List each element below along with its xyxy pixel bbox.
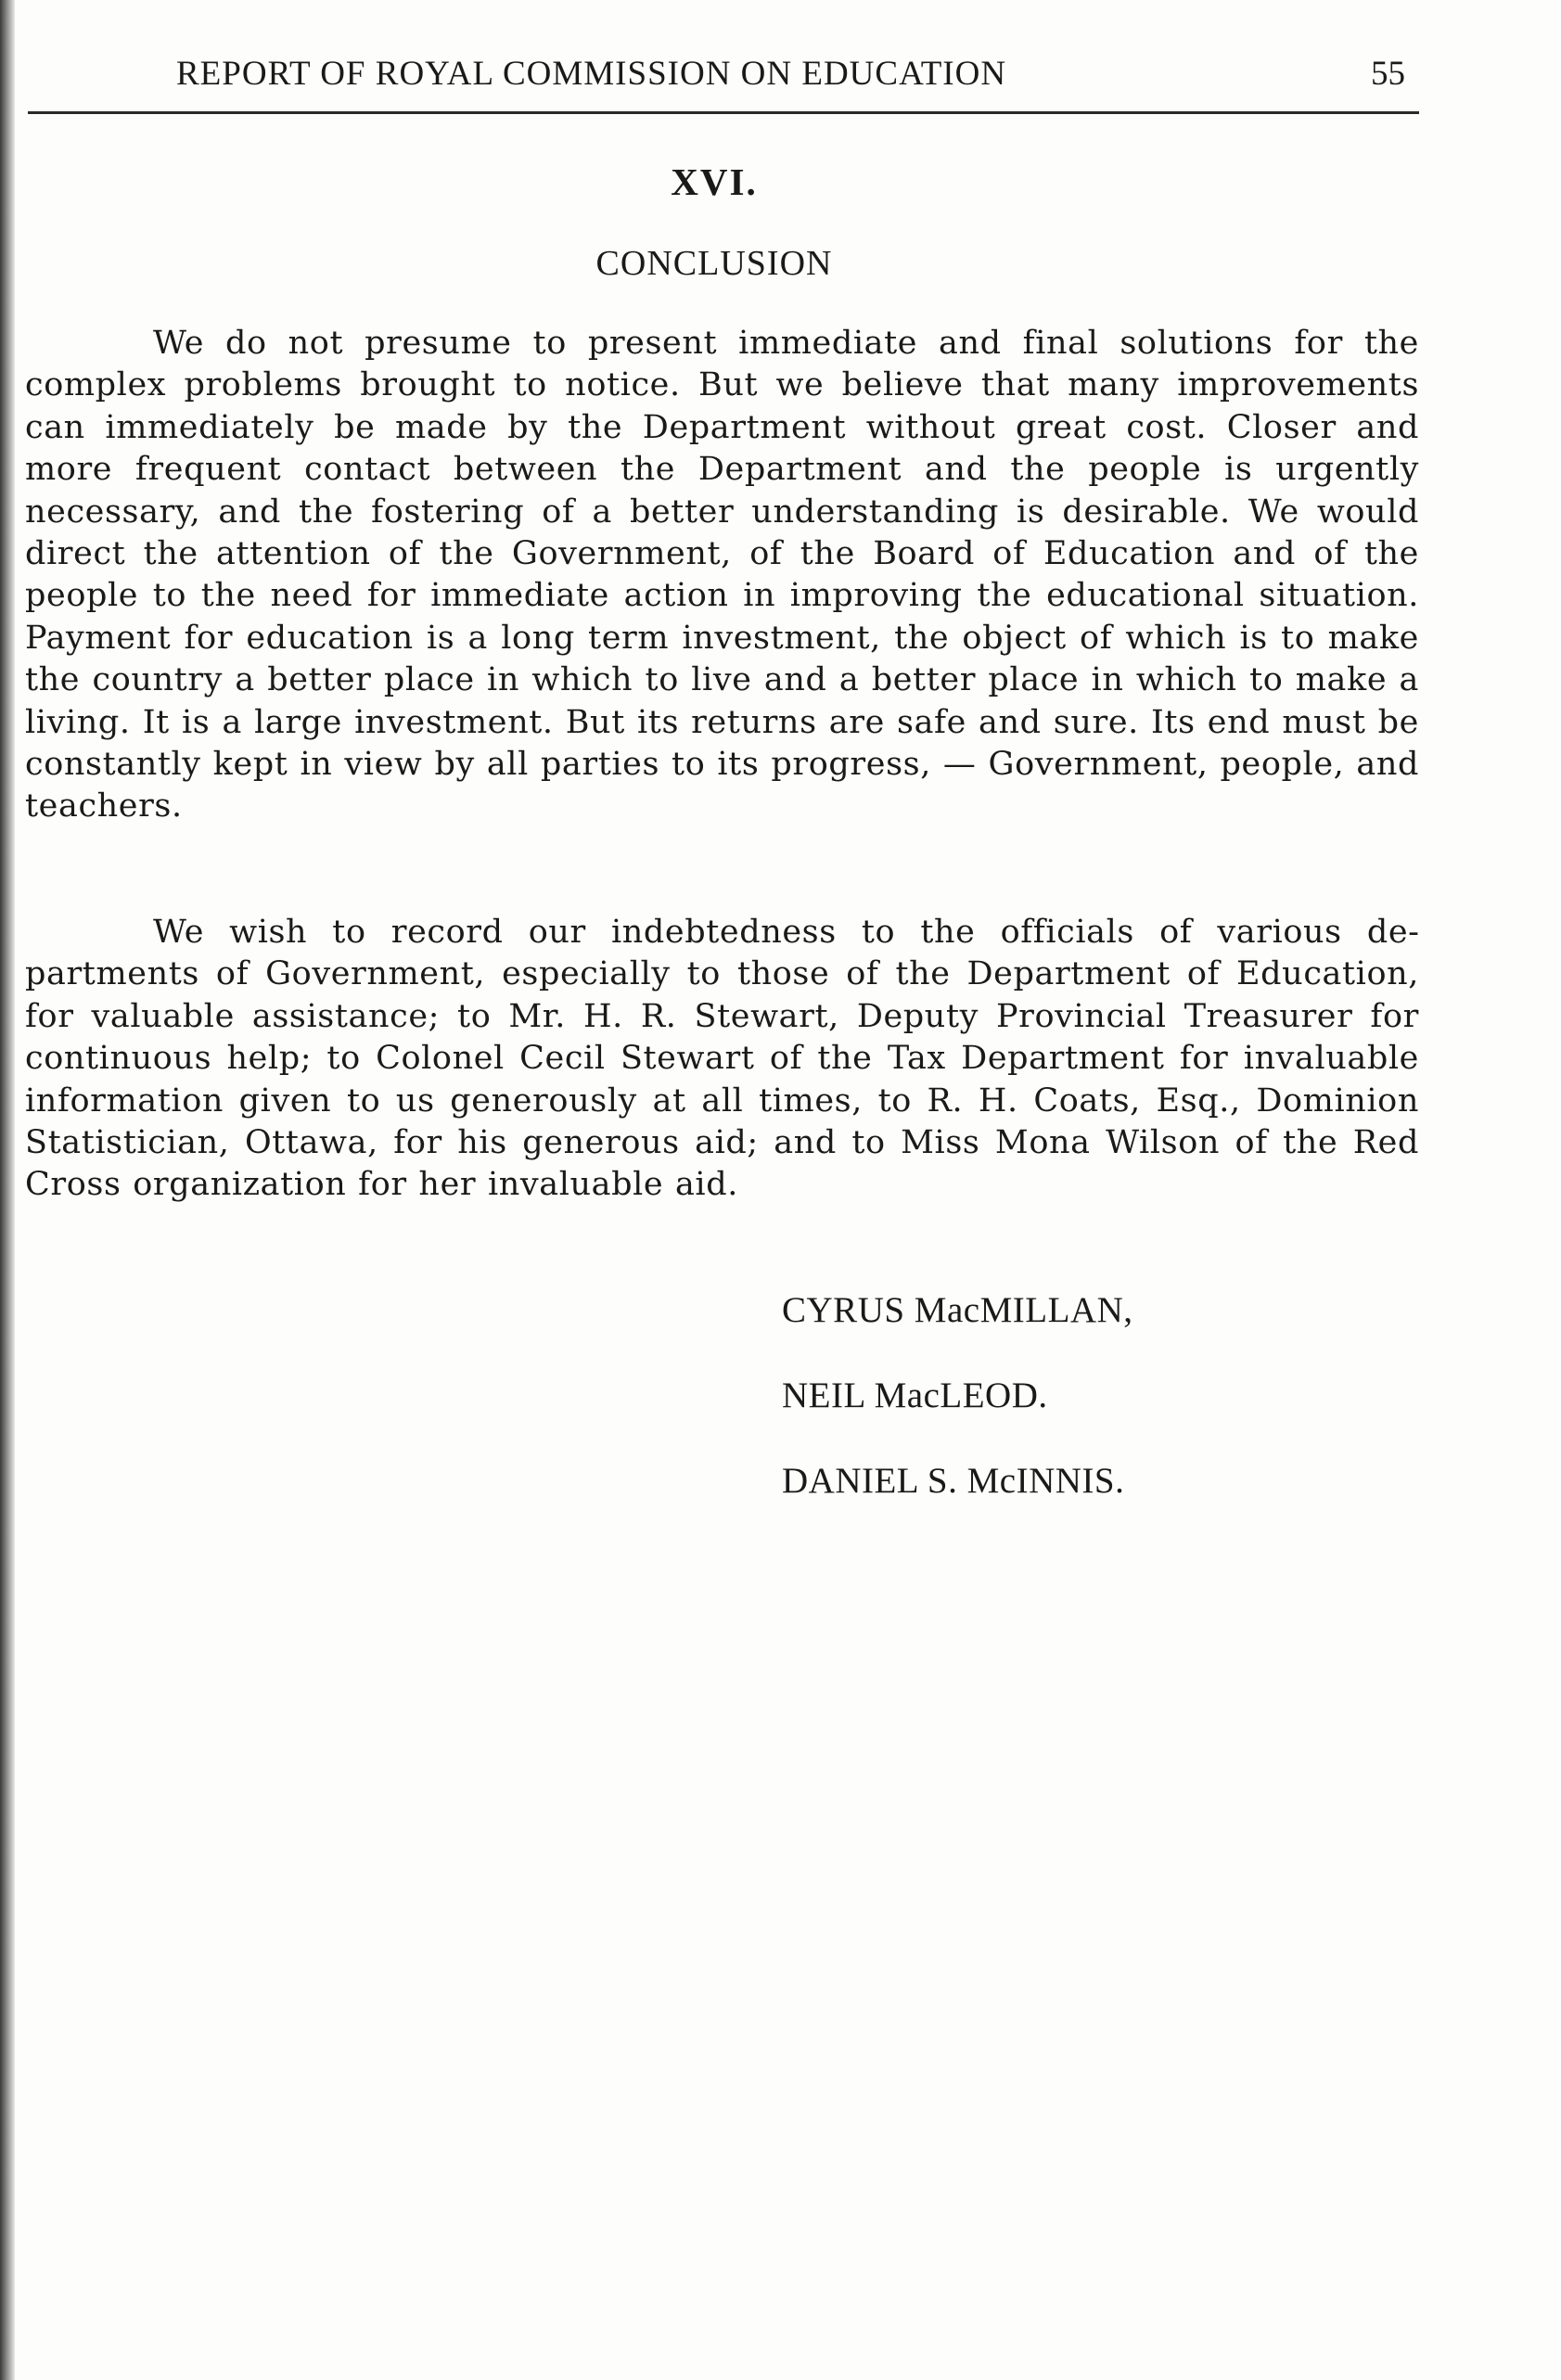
signature-macmillan: CYRUS MacMILLAN, bbox=[782, 1290, 1133, 1330]
header-rule bbox=[28, 111, 1419, 114]
section-title: CONCLUSION bbox=[595, 244, 833, 283]
page-number: 55 bbox=[1371, 55, 1405, 93]
paragraph-acknowledgements: We wish to record our indebtedness to the officials of various departments of Government, especially to those of the Department of Education, for valuable assistance; to Mr. H. R. Stewart, Deputy Provincial Treasurer for continuous help; to Colonel Cecil Stewart of the Tax Department for invaluable information given to us generously at all times, to R. H. Coats, Esq., Dominion Statistician, Ottawa, for his generous aid; and to Miss Mona Wilson of the Red Cross organization for her invaluable aid. bbox=[25, 914, 1419, 1204]
signature-block bbox=[782, 1289, 1338, 1545]
section-number: XVI. bbox=[671, 160, 758, 203]
page-header bbox=[28, 54, 1419, 109]
signature-macleod: NEIL MacLEOD. bbox=[782, 1376, 1048, 1415]
page-binding-edge bbox=[0, 0, 15, 2380]
signature-mcinnis: DANIEL S. McINNIS. bbox=[782, 1461, 1125, 1501]
paragraph-conclusion: We do not presume to present immediate and final solutions for the complex problems brought to notice. But we believe that many improvements can immediately be made by the Department without great cost. Closer and more frequent contact between the Department and the people is urgently necessary, and the fostering of a better understanding is desirable. We would direct the attention of the Government, of the Board of Education and of the people to the need for immediate action in improving the educational situation. Payment for education is a long term investment, the object of which is to make the country a better place in which to live and a better place in which to make a living. It is a large investment. But its returns are safe and sure. Its end must be constantly kept in view by all parties to its progress, — Government, people, and teachers. bbox=[25, 325, 1419, 825]
running-head: REPORT OF ROYAL COMMISSION ON EDUCATION bbox=[176, 55, 1007, 93]
